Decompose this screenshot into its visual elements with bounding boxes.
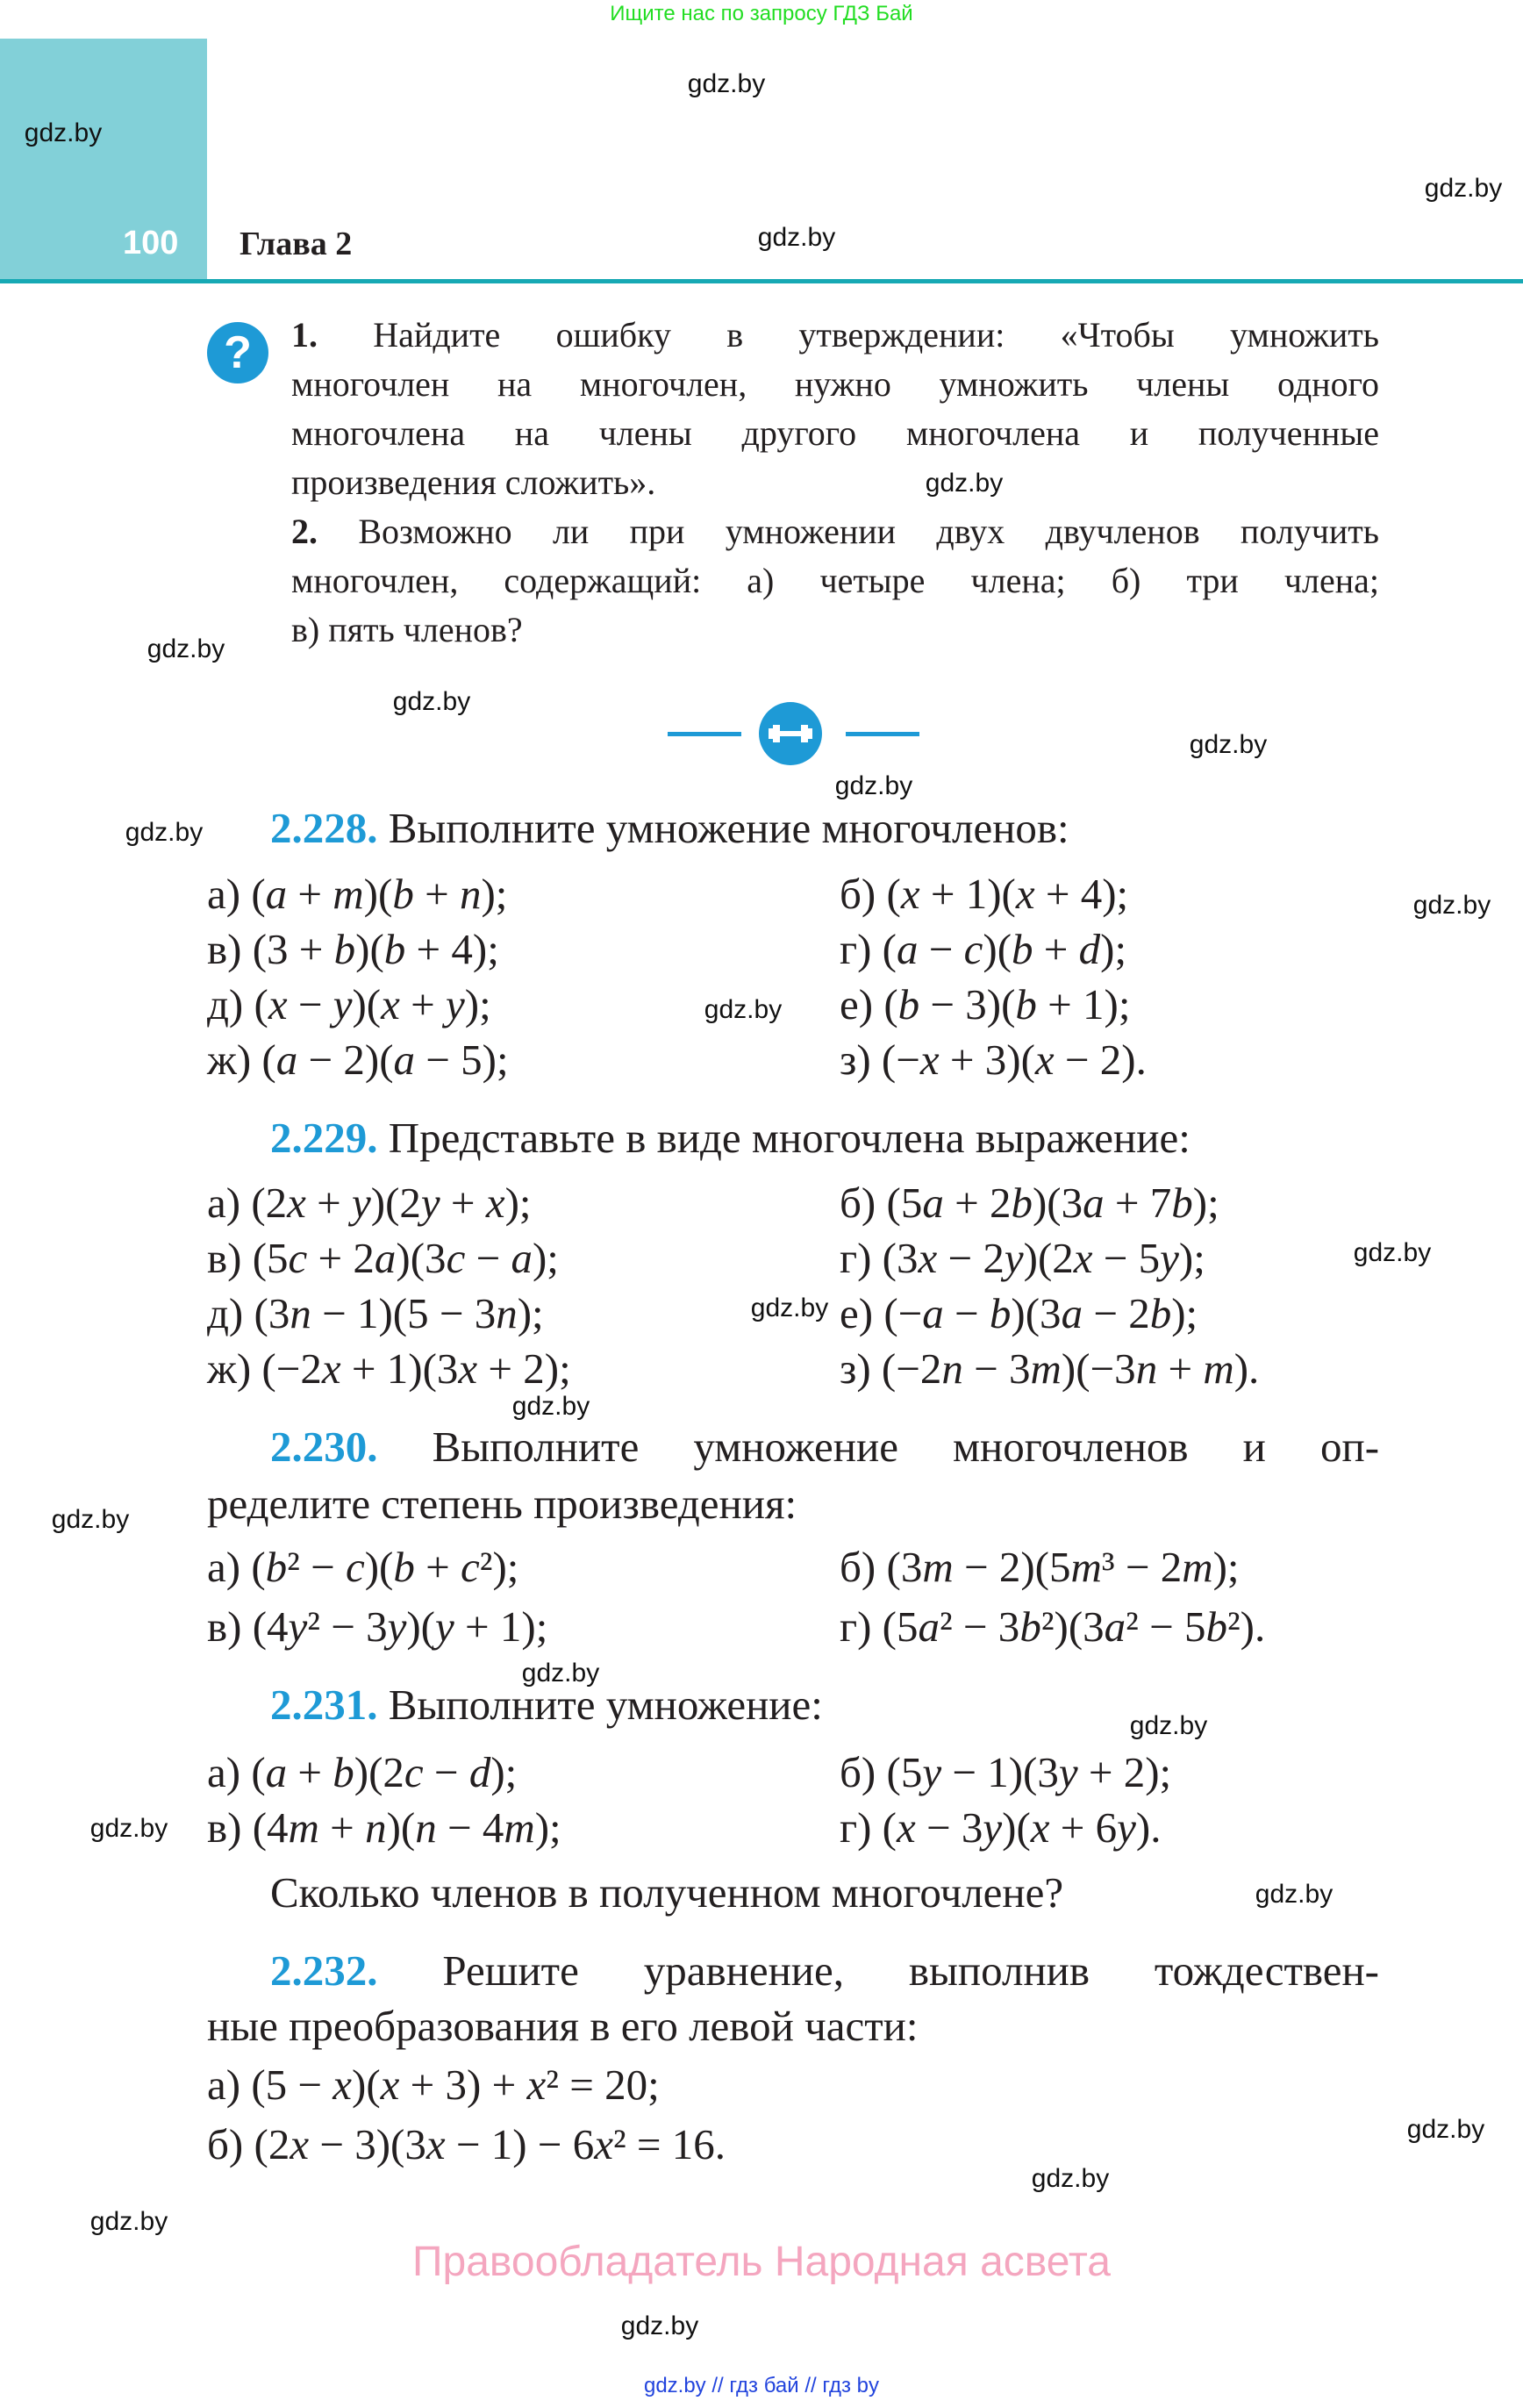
chapter-title: Глава 2 xyxy=(240,226,353,262)
watermark: gdz.by xyxy=(51,1505,130,1534)
question-icon: ? xyxy=(207,322,268,383)
dumbbell-icon xyxy=(759,702,822,765)
header-rule xyxy=(0,279,1523,283)
exercise-item: д) (3n − 1)(5 − 3n); xyxy=(207,1289,544,1337)
exercise-2-232-heading-cont: ные преобразования в его левой части: xyxy=(207,2002,919,2050)
exercise-item: б) (3m − 2)(5m³ − 2m); xyxy=(840,1543,1240,1591)
exercise-item: в) (4m + n)(n − 4m); xyxy=(207,1803,561,1852)
exercise-item: а) (2x + y)(2y + x); xyxy=(207,1179,532,1227)
question-line: многочлен на многочлен, нужно умножить члены одного xyxy=(291,364,1379,404)
watermark: gdz.by xyxy=(147,634,225,663)
exercise-item: ж) (a − 2)(a − 5); xyxy=(207,1036,509,1084)
exercise-item: е) (−a − b)(3a − 2b); xyxy=(840,1289,1198,1337)
watermark: gdz.by xyxy=(24,118,103,147)
exercise-item: ж) (−2x + 1)(3x + 2); xyxy=(207,1344,571,1393)
exercise-item: б) (2x − 3)(3x − 1) − 6x² = 16. xyxy=(207,2120,726,2168)
divider-line-right xyxy=(846,732,919,736)
watermark: gdz.by xyxy=(757,223,836,252)
search-hint: Ищите нас по запросу ГДЗ Бай xyxy=(610,2,913,25)
watermark: gdz.by xyxy=(392,687,471,716)
exercise-item: а) (a + m)(b + n); xyxy=(207,870,508,918)
exercise-item: в) (5c + 2a)(3c − a); xyxy=(207,1234,559,1282)
watermark: gdz.by xyxy=(620,2311,699,2340)
watermark: gdz.by xyxy=(687,69,766,98)
exercise-2-232-heading: 2.232. Решите уравнение, выполнив тождествен- xyxy=(270,1946,1380,1995)
watermark: gdz.by xyxy=(925,469,1004,498)
watermark: gdz.by xyxy=(704,995,783,1024)
watermark: gdz.by xyxy=(1424,174,1503,203)
question-line: в) пять членов? xyxy=(291,610,523,649)
exercise-item: з) (−2n − 3m)(−3n + m). xyxy=(840,1344,1260,1393)
exercise-item: д) (x − y)(x + y); xyxy=(207,980,491,1028)
watermark: gdz.by xyxy=(511,1392,590,1421)
watermark: gdz.by xyxy=(521,1659,600,1688)
page-number: 100 xyxy=(123,225,179,262)
exercise-item: г) (3x − 2y)(2x − 5y); xyxy=(840,1234,1205,1282)
watermark: gdz.by xyxy=(1031,2164,1110,2193)
exercise-2-228-heading: 2.228. Выполните умножение многочленов: xyxy=(270,804,1069,852)
review-questions xyxy=(291,311,1379,655)
question-line: многочлен, содержащий: а) четыре члена; б) три члена; xyxy=(291,561,1379,600)
question-line: 1. Найдите ошибку в утверждении: «Чтобы умножить xyxy=(291,315,1380,355)
exercise-item: а) (b² − c)(b + c²); xyxy=(207,1543,519,1591)
divider-line-left xyxy=(668,732,741,736)
watermark: gdz.by xyxy=(1255,1880,1334,1909)
question-line: многочлена на члены другого многочлена и полученные xyxy=(291,413,1379,453)
copyright-notice: Правообладатель Народная асвета xyxy=(412,2239,1111,2285)
question-line: 2. Возможно ли при умножении двух двучленов получить xyxy=(291,512,1380,551)
exercise-2-229-heading: 2.229. Представьте в виде многочлена выражение: xyxy=(270,1114,1191,1162)
exercise-2-230-heading-cont: ределите степень произведения: xyxy=(207,1480,797,1528)
exercise-item: в) (4y² − 3y)(y + 1); xyxy=(207,1602,548,1651)
exercise-item: е) (b − 3)(b + 1); xyxy=(840,980,1131,1028)
exercise-item: а) (5 − x)(x + 3) + x² = 20; xyxy=(207,2060,660,2109)
exercise-item: а) (a + b)(2c − d); xyxy=(207,1748,518,1796)
exercise-2-231-question: Сколько членов в полученном многочлене? xyxy=(270,1868,1064,1917)
question-line: произведения сложить». xyxy=(291,462,656,502)
exercise-item: з) (−x + 3)(x − 2). xyxy=(840,1036,1147,1084)
watermark: gdz.by xyxy=(1412,891,1491,920)
watermark: gdz.by xyxy=(125,818,204,847)
watermark: gdz.by xyxy=(1129,1711,1208,1740)
exercise-2-230-heading: 2.230. Выполните умножение многочленов и оп- xyxy=(270,1423,1380,1471)
watermark: gdz.by xyxy=(1189,730,1268,759)
exercise-item: б) (5a + 2b)(3a + 7b); xyxy=(840,1179,1219,1227)
watermark: gdz.by xyxy=(1406,2115,1485,2144)
watermark: gdz.by xyxy=(89,1814,168,1843)
watermark: gdz.by xyxy=(89,2207,168,2236)
exercise-2-231-heading: 2.231. Выполните умножение: xyxy=(270,1681,823,1729)
watermark: gdz.by xyxy=(750,1294,829,1322)
exercise-item: г) (x − 3y)(x + 6y). xyxy=(840,1803,1162,1852)
watermark: gdz.by xyxy=(1353,1238,1432,1267)
footer-links[interactable]: gdz.by // гдз бай // гдз by xyxy=(643,2374,880,2397)
watermark: gdz.by xyxy=(834,771,913,800)
exercise-item: г) (a − c)(b + d); xyxy=(840,925,1127,973)
exercise-item: г) (5a² − 3b²)(3a² − 5b²). xyxy=(840,1602,1266,1651)
exercise-item: б) (5y − 1)(3y + 2); xyxy=(840,1748,1172,1796)
exercise-item: б) (x + 1)(x + 4); xyxy=(840,870,1129,918)
exercise-item: в) (3 + b)(b + 4); xyxy=(207,925,499,973)
